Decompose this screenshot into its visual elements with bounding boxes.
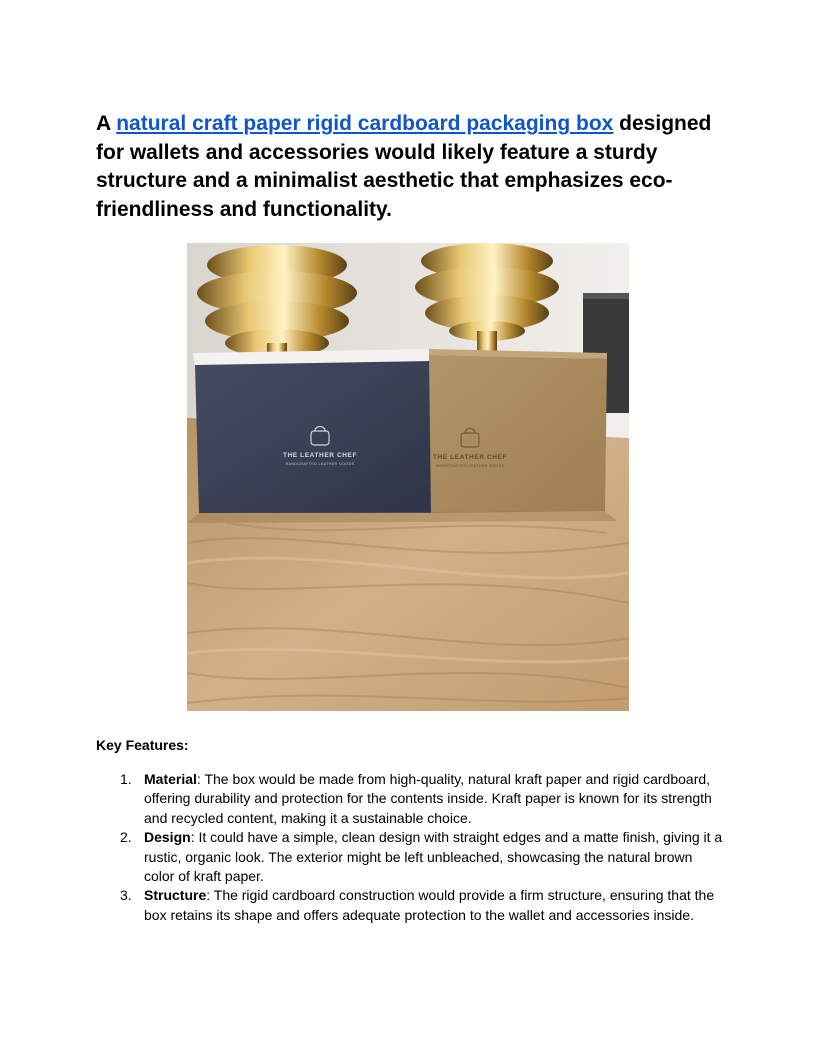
product-photo	[187, 243, 629, 711]
feature-text: : The box would be made from high-quality, natural kraft paper and rigid cardboard, offering durability and protection for the contents inside. Kraft paper is known for its strength and recycled content, making it a sustainable choice.	[144, 771, 712, 826]
feature-item	[96, 828, 726, 886]
kraft-box-tagline: HANDCRAFTED LEATHER GOODS	[435, 464, 505, 468]
key-features-title: Key Features:	[96, 737, 189, 753]
feature-term: Design	[144, 829, 191, 846]
feature-text: : It could have a simple, clean design with straight edges and a matte finish, giving it a rustic, organic look. The exterior might be left unbleached, showcasing the natural brown color of kraft paper.	[144, 829, 723, 885]
feature-item	[96, 770, 726, 828]
features-list	[96, 770, 726, 925]
navy-box-tagline: HANDCRAFTED LEATHER GOODS	[285, 462, 355, 466]
kraft-box-brand: THE LEATHER CHEF	[432, 454, 508, 461]
heading-prefix: A	[96, 112, 117, 135]
heading-rest: designed for wallets and accessories would likely feature a sturdy structure and a minimalist aesthetic that emphasizes eco-friendliness and functionality.	[96, 112, 712, 221]
navy-box-brand: THE LEATHER CHEF	[282, 452, 358, 459]
product-link[interactable]: natural craft paper rigid cardboard packaging box	[116, 112, 614, 135]
feature-term: Structure	[144, 887, 207, 904]
kraft-box	[429, 349, 607, 513]
intro-heading	[96, 110, 736, 224]
box-shadow	[187, 511, 617, 523]
feature-number: 3.	[120, 887, 132, 904]
feature-item	[96, 886, 726, 925]
feature-number: 2.	[120, 829, 132, 846]
feature-term: Material	[144, 771, 197, 787]
navy-box	[193, 349, 433, 513]
feature-text: : The rigid cardboard construction would provide a firm structure, ensuring that the box retains its shape and offers adequate protection to the wallet and accessories inside.	[144, 887, 715, 923]
feature-number: 1.	[120, 771, 132, 787]
